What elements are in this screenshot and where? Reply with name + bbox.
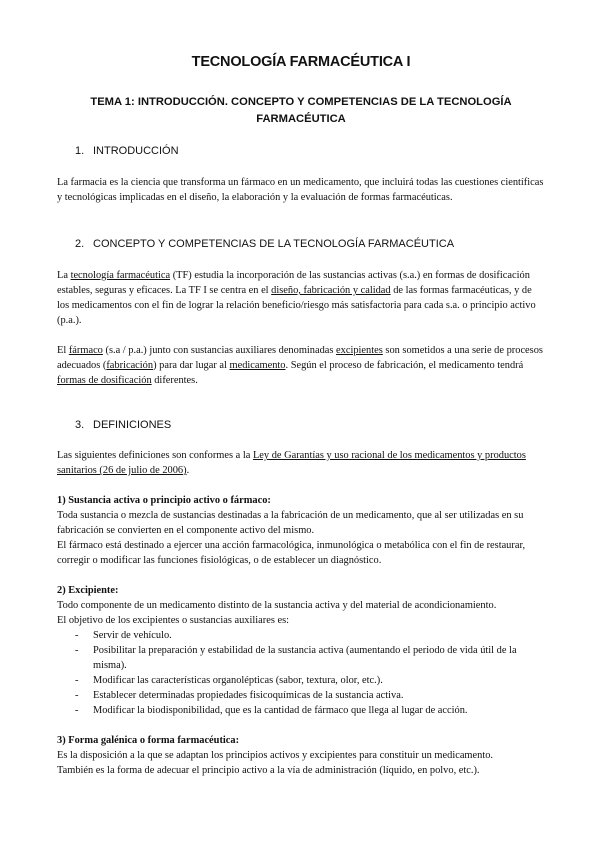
definition-text: También es la forma de adecuar el principio activo a la vía de administración (líquido, en polvo, etc.). [57, 765, 480, 776]
underlined-term: tecnología farmacéutica [70, 270, 171, 281]
section-heading-definiciones [57, 418, 545, 433]
document-page [57, 52, 545, 778]
section-title: INTRODUCCIÓN [93, 145, 179, 157]
paragraph: La farmacia es la ciencia que transforma un fármaco en un medicamento, que incluirá todas las cuestiones científicas y tecnológicas implicadas en el diseño, la elaboración y la evaluación de formas farmacéuticas. [57, 177, 544, 203]
document-title: TECNOLOGÍA FARMACÉUTICA I [191, 54, 411, 70]
section-title: CONCEPTO Y COMPETENCIAS DE LA TECNOLOGÍA FARMACÉUTICA [93, 238, 455, 250]
list-item: - Modificar las características organolépticas (sabor, textura, olor, etc.). [75, 673, 545, 688]
list-item: - Servir de vehículo. [75, 628, 545, 643]
section-heading-concepto [57, 237, 545, 252]
definition-text: El fármaco está destinado a ejercer una acción farmacológica, inmunológica o metabólica con el fin de restaurar, corregir o modificar las funciones fisiológicas, o de establecer un diagnóstico. [57, 540, 526, 566]
definition-text: Toda sustancia o mezcla de sustancias destinadas a la fabricación de un medicamento, que al ser utilizadas en su fabricación se convierten en el componente activo del mismo. [57, 510, 524, 536]
list-item: - Posibilitar la preparación y estabilidad de la sustancia activa (aumentando el periodo de vida útil de la misma). [75, 643, 545, 673]
section-number: 1. [75, 145, 85, 157]
excipient-objectives-list [57, 628, 545, 718]
paragraph-farmaco: El fármaco (s.a / p.a.) junto con sustancias auxiliares denominadas excipientes son sometidos a una serie de procesos adecuados (fabricación) para dar lugar al medicamento. Según el proceso de fabricación, el medicamento tendrá formas de dosificación diferentes. [57, 345, 543, 386]
section-title: DEFINICIONES [93, 419, 172, 431]
definition-title-excipiente: 2) Excipiente: [57, 585, 119, 596]
definition-text: Es la disposición a la que se adaptan los principios activos y excipientes para constituir un medicamento. [57, 750, 494, 761]
underlined-term: medicamento [229, 360, 286, 371]
list-item: - Establecer determinadas propiedades fisicoquímicas de la sustancia activa. [75, 688, 545, 703]
definitions-intro: Las siguientes definiciones son conformes a la Ley de Garantías y uso racional de los medicamentos y productos sanitarios (26 de julio de 2006). [57, 450, 526, 476]
underlined-term: fabricación [106, 360, 154, 371]
topic-title: TEMA 1: INTRODUCCIÓN. CONCEPTO Y COMPETENCIAS DE LA TECNOLOGÍA FARMACÉUTICA [90, 96, 512, 125]
definition-text: Todo componente de un medicamento distinto de la sustancia activa y del material de acondicionamiento. [57, 600, 497, 611]
section-heading-introduccion [57, 144, 545, 159]
underlined-term: diseño, fabricación y calidad [271, 285, 391, 296]
section-number: 3. [75, 419, 85, 431]
definition-title-forma-galenica: 3) Forma galénica o forma farmacéutica: [57, 735, 240, 746]
definition-title-sustancia-activa: 1) Sustancia activa o principio activo o fármaco: [57, 495, 271, 506]
underlined-term: fármaco [68, 345, 103, 356]
underlined-term: excipientes [336, 345, 383, 356]
list-item: - Modificar la biodisponibilidad, que es la cantidad de fármaco que llega al lugar de acción. [75, 703, 545, 718]
law-reference: Ley de Garantías y uso racional de los medicamentos y productos sanitarios (26 de julio de 2006) [57, 450, 526, 476]
underlined-term: formas de dosificación [57, 375, 152, 386]
section-number: 2. [75, 238, 85, 250]
paragraph-tecnologia-farmaceutica: La tecnología farmacéutica (TF) estudia la incorporación de las sustancias activas (s.a.) en formas de dosificación estables, seguras y eficaces. La TF I se centra en el diseño, fabricación y calidad de las formas farmacéuticas, y de los medicamentos con el fin de lograr la relación beneficio/riesgo más satisfactoria para cada s.a. o principio activo (p.a.). [57, 270, 536, 326]
definition-text: El objetivo de los excipientes o sustancias auxiliares es: [57, 615, 289, 626]
